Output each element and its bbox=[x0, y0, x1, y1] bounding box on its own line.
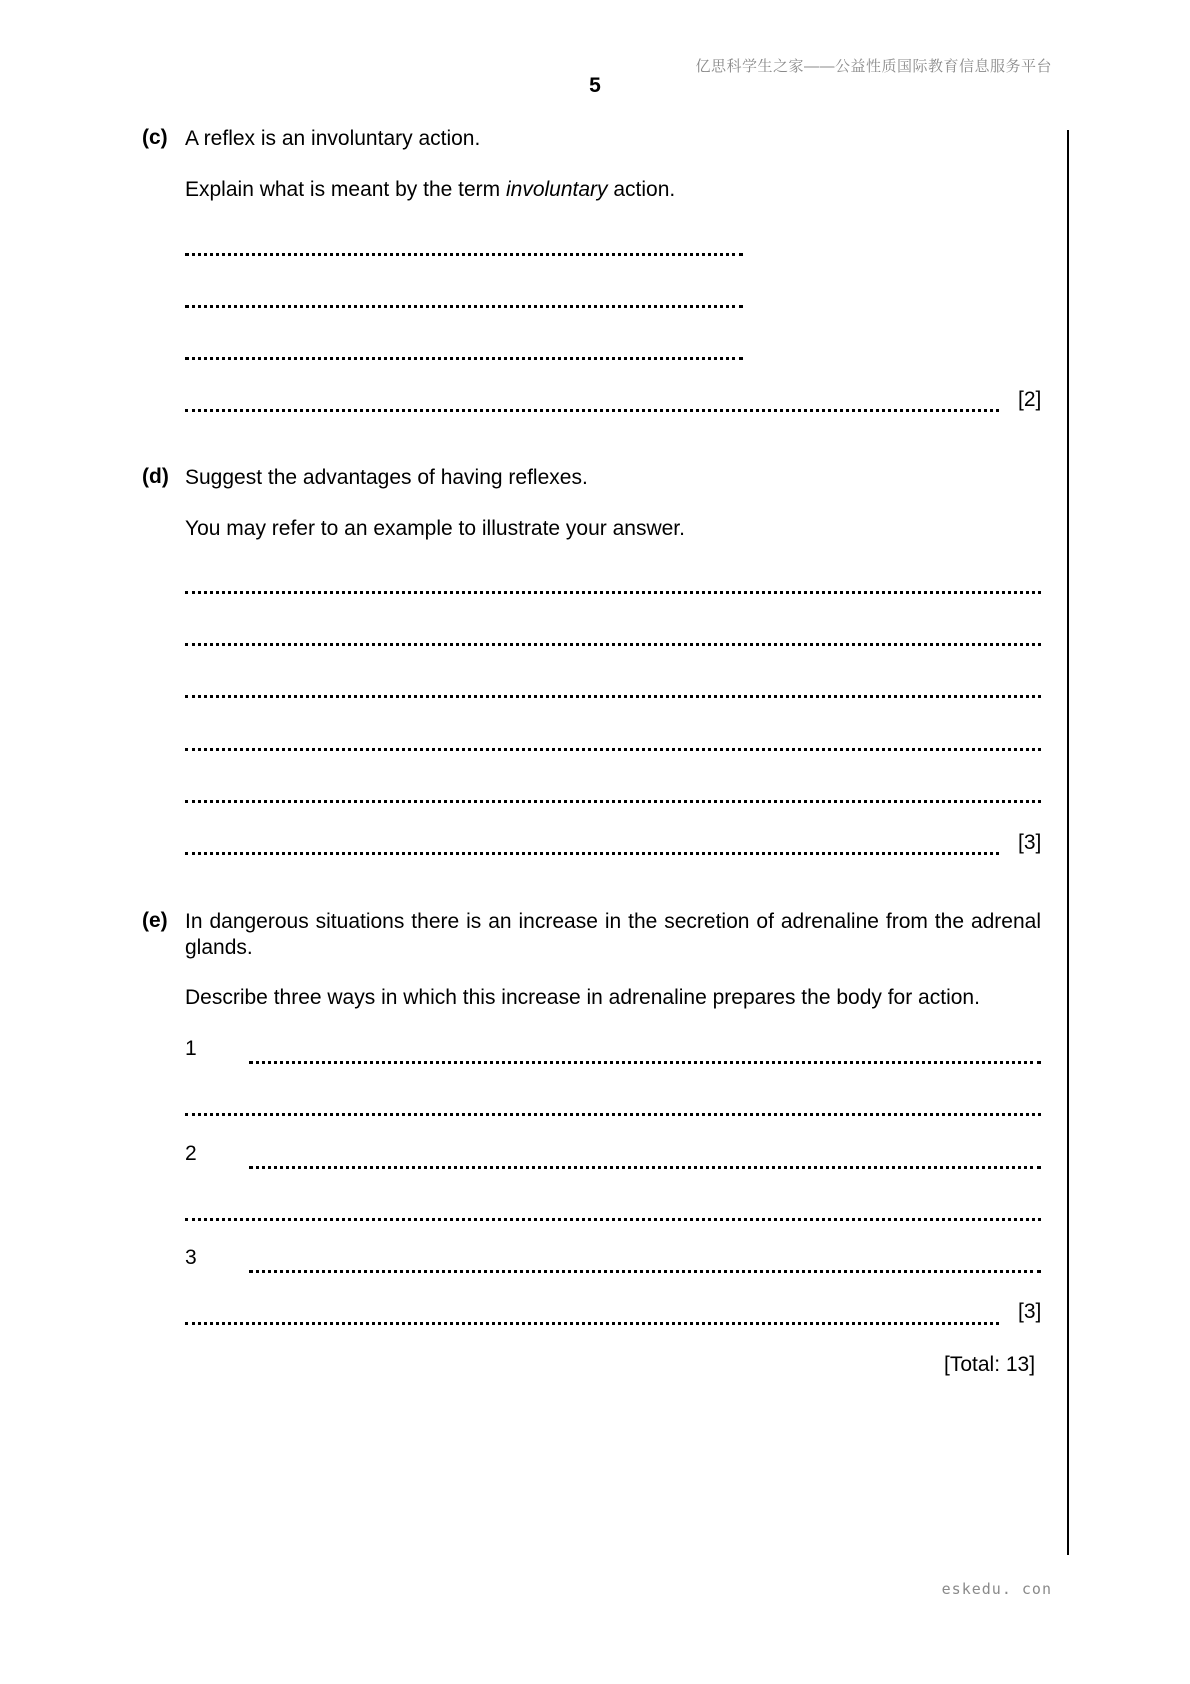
answer-line[interactable] bbox=[185, 305, 743, 308]
question-c-prompt bbox=[185, 177, 675, 203]
answer-line[interactable] bbox=[185, 1322, 999, 1325]
item-number: 3 bbox=[185, 1246, 197, 1269]
question-e-statement: In dangerous situations there is an increase in the secretion of adrenaline from the adrenal glands. bbox=[185, 910, 1041, 959]
item-number: 1 bbox=[185, 1037, 197, 1060]
prompt-italic-term: involuntary bbox=[505, 178, 608, 201]
answer-line[interactable] bbox=[185, 1218, 1041, 1221]
answer-line[interactable] bbox=[185, 409, 999, 412]
answer-line[interactable] bbox=[185, 1113, 1041, 1116]
answer-line[interactable] bbox=[185, 695, 1041, 698]
prompt-text-after: action. bbox=[607, 178, 676, 201]
answer-line[interactable] bbox=[185, 357, 743, 360]
question-c-statement: A reflex is an involuntary action. bbox=[185, 127, 481, 150]
answer-line[interactable] bbox=[185, 748, 1041, 751]
item-number: 2 bbox=[185, 1142, 197, 1165]
question-d-marks: [3] bbox=[1018, 831, 1042, 854]
answer-line[interactable] bbox=[185, 591, 1041, 594]
question-d-prompt: You may refer to an example to illustrate your answer. bbox=[185, 517, 685, 540]
answer-line[interactable] bbox=[249, 1270, 1041, 1273]
question-d-label: (d) bbox=[142, 465, 169, 488]
total-marks: [Total: 13] bbox=[944, 1353, 1036, 1376]
question-e-label: (e) bbox=[142, 909, 168, 932]
question-c-label: (c) bbox=[142, 126, 168, 149]
question-e-prompt: Describe three ways in which this increase in adrenaline prepares the body for action. bbox=[185, 986, 980, 1009]
answer-line[interactable] bbox=[185, 253, 743, 256]
prompt-text-before: Explain what is meant by the term bbox=[185, 178, 506, 201]
answer-line[interactable] bbox=[185, 852, 999, 855]
margin-rule bbox=[1067, 130, 1069, 1555]
answer-line[interactable] bbox=[185, 643, 1041, 646]
question-d-statement: Suggest the advantages of having reflexes. bbox=[185, 466, 588, 489]
watermark-text: 亿思科学生之家——公益性质国际教育信息服务平台 bbox=[695, 58, 1052, 75]
question-e-marks: [3] bbox=[1018, 1300, 1042, 1323]
answer-line[interactable] bbox=[249, 1061, 1041, 1064]
answer-line[interactable] bbox=[249, 1166, 1041, 1169]
page-number: 5 bbox=[589, 74, 601, 97]
question-c-marks: [2] bbox=[1018, 388, 1042, 411]
answer-line[interactable] bbox=[185, 800, 1041, 803]
footer-site: eskedu. con bbox=[941, 1580, 1052, 1598]
